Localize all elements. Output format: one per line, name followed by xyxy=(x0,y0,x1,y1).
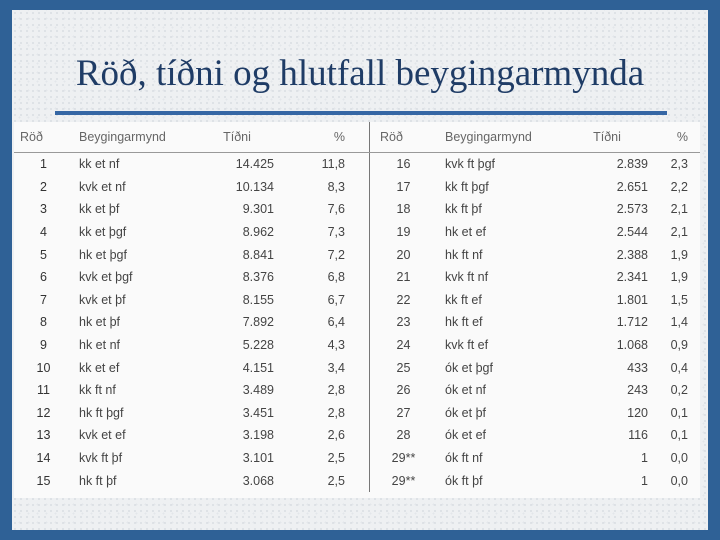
cell-form: kk et nf xyxy=(79,157,120,172)
cell-freq: 8.841 xyxy=(242,247,274,262)
scanned-table-image xyxy=(14,122,700,498)
table-row xyxy=(14,311,700,334)
cell-form: ók et nf xyxy=(445,383,486,398)
cell-freq: 14.425 xyxy=(235,157,274,172)
cell-rank: 17 xyxy=(370,176,438,199)
cell-freq: 4.151 xyxy=(242,360,274,375)
cell-pct: 6,7 xyxy=(327,292,345,307)
cell-pct: 0,9 xyxy=(670,338,688,353)
cell-pct: 2,6 xyxy=(327,428,345,443)
cell-form: kvk et þf xyxy=(79,292,126,307)
table-row xyxy=(14,221,700,244)
cell-freq: 3.451 xyxy=(242,405,274,420)
cell-pct: 2,3 xyxy=(670,157,688,172)
cell-pct: 7,3 xyxy=(327,225,345,240)
table-row xyxy=(14,402,700,425)
cell-form: kk et þgf xyxy=(79,225,127,240)
cell-rank: 11 xyxy=(37,383,50,398)
header-rank: Röð xyxy=(370,122,438,153)
cell-rank: 22 xyxy=(370,289,438,312)
cell-pct: 8,3 xyxy=(327,179,345,194)
cell-freq: 433 xyxy=(627,360,648,375)
cell-rank: 14 xyxy=(36,451,51,466)
frequency-table xyxy=(14,122,700,492)
cell-freq: 2.573 xyxy=(616,202,648,217)
cell-freq: 243 xyxy=(627,383,648,398)
cell-rank: 4 xyxy=(40,225,47,240)
cell-rank: 24 xyxy=(370,334,438,357)
cell-freq: 5.228 xyxy=(242,338,274,353)
cell-pct: 1,9 xyxy=(670,247,688,262)
cell-pct: 3,4 xyxy=(327,360,345,375)
cell-pct: 2,2 xyxy=(670,179,688,194)
cell-pct: 7,2 xyxy=(327,247,345,262)
cell-rank: 8 xyxy=(40,315,47,330)
cell-freq: 3.101 xyxy=(242,451,274,466)
cell-form: kvk ft þgf xyxy=(445,157,496,172)
cell-form: hk et þf xyxy=(79,315,120,330)
cell-rank: 3 xyxy=(40,202,47,217)
cell-pct: 7,6 xyxy=(327,202,345,217)
table-row xyxy=(14,176,700,199)
cell-pct: 0,0 xyxy=(670,451,688,466)
cell-pct: 2,5 xyxy=(327,451,345,466)
cell-freq: 3.489 xyxy=(242,383,274,398)
cell-form: hk et þgf xyxy=(79,247,127,262)
cell-form: hk ft ef xyxy=(445,315,483,330)
cell-form: hk et nf xyxy=(79,338,120,353)
cell-form: kvk ft nf xyxy=(445,270,489,285)
table-header-row xyxy=(14,122,700,153)
cell-form: ók et þf xyxy=(445,405,486,420)
cell-freq: 2.341 xyxy=(616,270,648,285)
header-freq: Tíðni xyxy=(200,122,274,153)
cell-form: kvk ft þf xyxy=(79,451,123,466)
cell-freq: 1.068 xyxy=(616,338,648,353)
table-row xyxy=(14,198,700,221)
cell-rank: 16 xyxy=(370,153,438,176)
cell-pct: 1,9 xyxy=(670,270,688,285)
cell-pct: 1,5 xyxy=(670,292,688,307)
cell-form: hk et ef xyxy=(445,225,486,240)
header-form: Beygingarmynd xyxy=(437,122,566,153)
cell-rank: 19 xyxy=(370,221,438,244)
cell-pct: 11,8 xyxy=(321,157,345,172)
cell-freq: 1 xyxy=(641,451,648,466)
cell-form: hk ft þf xyxy=(79,473,117,488)
cell-pct: 2,5 xyxy=(327,473,345,488)
cell-rank: 26 xyxy=(370,379,438,402)
header-pct: % xyxy=(648,122,700,153)
cell-pct: 2,8 xyxy=(327,383,345,398)
cell-form: kvk et ef xyxy=(79,428,126,443)
cell-pct: 6,4 xyxy=(327,315,345,330)
table-row xyxy=(14,356,700,379)
cell-freq: 2.651 xyxy=(616,179,648,194)
cell-rank: 25 xyxy=(370,356,438,379)
cell-rank: 6 xyxy=(40,270,47,285)
cell-pct: 4,3 xyxy=(327,338,345,353)
cell-rank: 15 xyxy=(36,473,51,488)
cell-form: kk ft nf xyxy=(79,383,116,398)
cell-rank: 21 xyxy=(370,266,438,289)
table-row xyxy=(14,243,700,266)
cell-freq: 2.839 xyxy=(616,157,648,172)
title-underline xyxy=(55,111,667,115)
cell-freq: 7.892 xyxy=(242,315,274,330)
table-row xyxy=(14,153,700,176)
page-title: Röð, tíðni og hlutfall beygingarmynda xyxy=(75,53,645,94)
cell-freq: 1.801 xyxy=(616,292,648,307)
cell-pct: 1,4 xyxy=(670,315,688,330)
cell-form: kk ft þf xyxy=(445,202,482,217)
cell-pct: 0,0 xyxy=(670,473,688,488)
header-freq: Tíðni xyxy=(566,122,648,153)
table-row xyxy=(14,447,700,470)
cell-pct: 2,1 xyxy=(670,202,688,217)
cell-form: kk ft þgf xyxy=(445,179,489,194)
cell-rank: 2 xyxy=(40,179,47,194)
cell-pct: 0,1 xyxy=(670,405,688,420)
cell-form: ók et þgf xyxy=(445,360,493,375)
cell-form: kk et þf xyxy=(79,202,120,217)
cell-rank: 7 xyxy=(40,292,47,307)
cell-freq: 3.068 xyxy=(242,473,274,488)
cell-pct: 6,8 xyxy=(327,270,345,285)
cell-rank: 18 xyxy=(370,198,438,221)
cell-pct: 2,8 xyxy=(327,405,345,420)
cell-form: hk ft nf xyxy=(445,247,483,262)
header-pct: % xyxy=(274,122,370,153)
cell-freq: 8.376 xyxy=(242,270,274,285)
cell-pct: 2,1 xyxy=(670,225,688,240)
cell-form: kk et ef xyxy=(79,360,120,375)
cell-rank: 20 xyxy=(370,243,438,266)
cell-rank: 1 xyxy=(40,157,47,172)
cell-pct: 0,2 xyxy=(670,383,688,398)
cell-form: ók ft nf xyxy=(445,451,483,466)
cell-rank: 29** xyxy=(370,447,438,470)
cell-rank: 5 xyxy=(40,247,47,262)
header-form: Beygingarmynd xyxy=(73,122,200,153)
table-row xyxy=(14,334,700,357)
cell-rank: 9 xyxy=(40,338,47,353)
cell-form: kvk et þgf xyxy=(79,270,133,285)
table-row xyxy=(14,289,700,312)
cell-rank: 13 xyxy=(36,428,51,443)
cell-freq: 9.301 xyxy=(242,202,274,217)
cell-form: kvk et nf xyxy=(79,179,126,194)
cell-rank: 27 xyxy=(370,402,438,425)
cell-freq: 1.712 xyxy=(616,315,648,330)
cell-freq: 120 xyxy=(627,405,648,420)
cell-freq: 116 xyxy=(628,428,648,443)
cell-form: hk ft þgf xyxy=(79,405,124,420)
table-body xyxy=(14,153,700,492)
table-row xyxy=(14,379,700,402)
cell-rank: 10 xyxy=(36,360,51,375)
cell-pct: 0,1 xyxy=(670,428,688,443)
cell-freq: 10.134 xyxy=(235,179,274,194)
cell-freq: 8.155 xyxy=(242,292,274,307)
cell-form: kk ft ef xyxy=(445,292,482,307)
table-row xyxy=(14,424,700,447)
header-rank: Röð xyxy=(14,122,73,153)
cell-rank: 29** xyxy=(370,469,438,492)
table-row xyxy=(14,469,700,492)
table-row xyxy=(14,266,700,289)
cell-rank: 12 xyxy=(36,405,51,420)
cell-rank: 23 xyxy=(370,311,438,334)
cell-rank: 28 xyxy=(370,424,438,447)
cell-form: kvk ft ef xyxy=(445,338,489,353)
cell-form: ók et ef xyxy=(445,428,486,443)
cell-freq: 2.544 xyxy=(616,225,648,240)
cell-freq: 2.388 xyxy=(616,247,648,262)
cell-form: ók ft þf xyxy=(445,473,483,488)
cell-freq: 8.962 xyxy=(242,225,274,240)
cell-freq: 3.198 xyxy=(242,428,274,443)
cell-freq: 1 xyxy=(641,473,648,488)
cell-pct: 0,4 xyxy=(670,360,688,375)
